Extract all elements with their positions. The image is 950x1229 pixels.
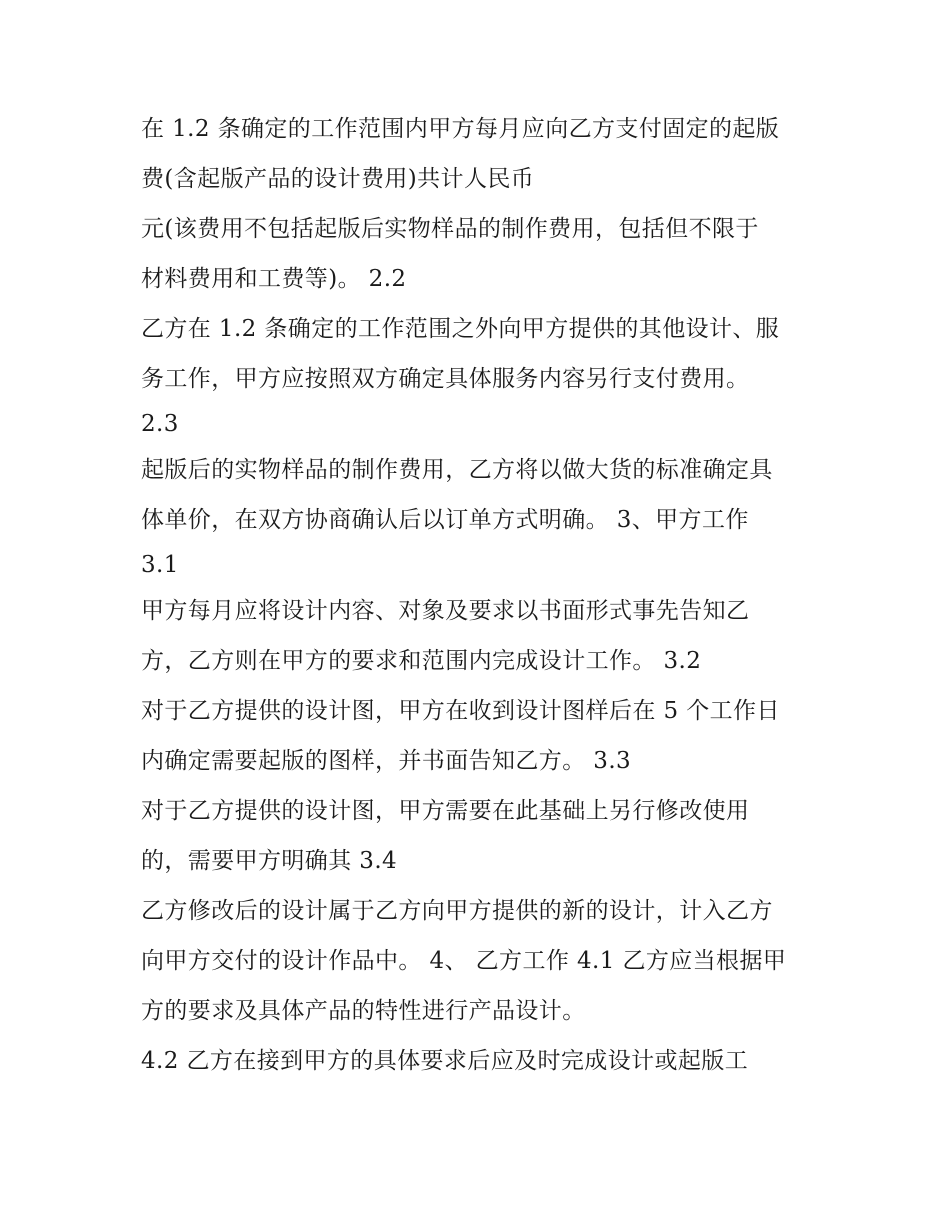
text-line: 体单价，在双方协商确认后以订单方式明确。 3、甲方工作	[141, 507, 749, 533]
text-line: 材料费用和工费等)。 2.2	[141, 266, 407, 292]
text-line: 起版后的实物样品的制作费用，乙方将以做大货的标准确定具	[141, 457, 773, 483]
text-line: 4.2 乙方在接到甲方的具体要求后应及时完成设计或起版工	[141, 1048, 749, 1074]
text-line: 务工作，甲方应按照双方确定具体服务内容另行支付费用。	[141, 366, 750, 392]
text-line: 向甲方交付的设计作品中。 4、 乙方工作 4.1 乙方应当根据甲	[141, 948, 787, 974]
text-line: 3.1	[141, 552, 179, 578]
text-line: 乙方在 1.2 条确定的工作范围之外向甲方提供的其他设计、服	[141, 316, 780, 342]
contract-text-body	[141, 104, 831, 1086]
text-line: 方，乙方则在甲方的要求和范围内完成设计工作。 3.2	[141, 648, 702, 674]
text-line: 对于乙方提供的设计图，甲方需要在此基础上另行修改使用	[141, 798, 750, 824]
text-line: 元(该费用不包括起版后实物样品的制作费用，包括但不限于	[141, 216, 759, 242]
text-line: 2.3	[141, 411, 179, 437]
text-line: 甲方每月应将设计内容、对象及要求以书面形式事先告知乙	[141, 598, 750, 624]
text-line: 对于乙方提供的设计图，甲方在收到设计图样后在 5 个工作日	[141, 698, 780, 724]
text-line: 的，需要甲方明确其 3.4	[141, 848, 398, 874]
text-line: 费(含起版产品的设计费用)共计人民币	[141, 166, 535, 192]
text-line: 在 1.2 条确定的工作范围内甲方每月应向乙方支付固定的起版	[141, 116, 780, 142]
text-line: 乙方修改后的设计属于乙方向甲方提供的新的设计，计入乙方	[141, 898, 773, 924]
text-line: 内确定需要起版的图样，并书面告知乙方。 3.3	[141, 748, 632, 774]
text-line: 方的要求及具体产品的特性进行产品设计。	[141, 998, 586, 1024]
